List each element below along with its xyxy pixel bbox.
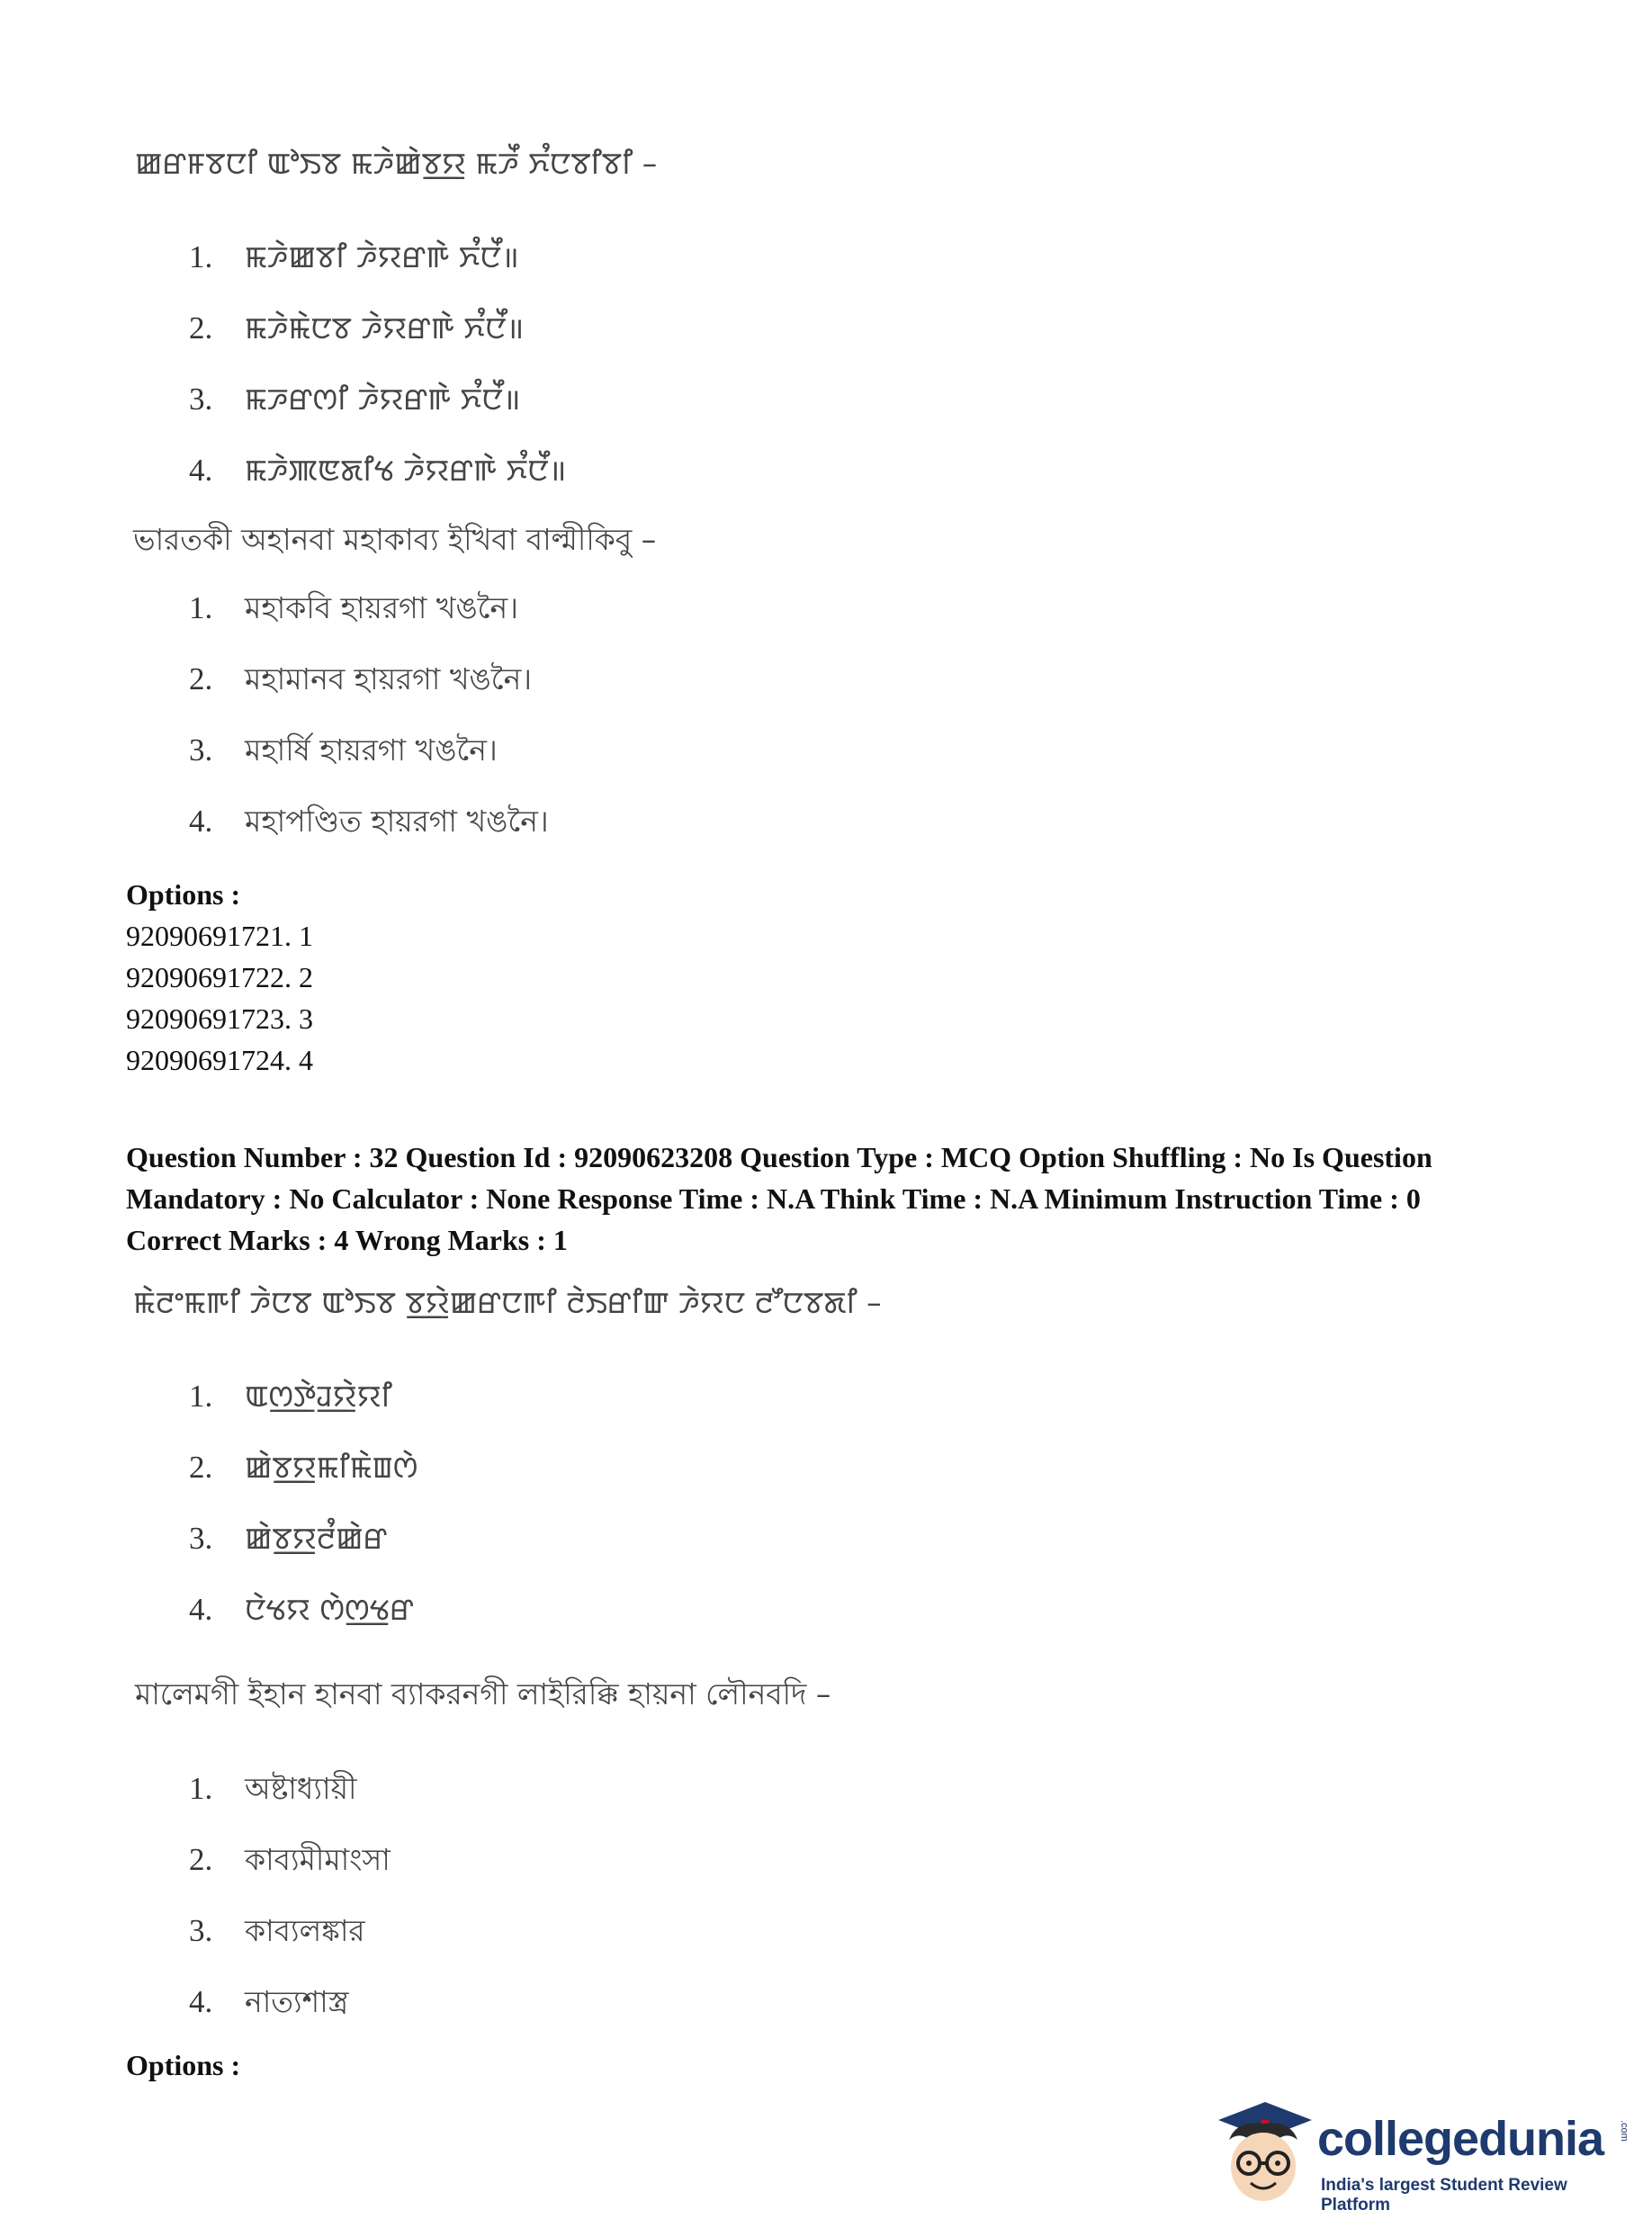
option-text: মহামানব হায়রগা খঙনৈ। — [245, 661, 533, 696]
option-text: কাব্যমীমাংসা — [245, 1842, 391, 1877]
q32-bengali-option-4 — [189, 1979, 348, 2029]
answer-option-4: 92090691724. 4 — [126, 1044, 313, 1076]
answer-option-2: 92090691722. 2 — [126, 961, 313, 993]
question-meta-line-2: Mandatory : No Calculator : None Response Time : N.A Think Time : N.A Minimum Instruction Time : 0 — [126, 1182, 1421, 1215]
logo-domain-suffix: .com — [1619, 2120, 1630, 2142]
options-heading: Options : — [126, 878, 241, 911]
q31-manipuri-option-3 — [189, 378, 521, 419]
option-text: ꯃꯍꯥꯀꯕꯤ ꯍꯥꯌꯔꯒꯥ ꯈꯪꯅꯩ॥ — [245, 239, 519, 274]
option-number: 3. — [189, 732, 213, 768]
q32-manipuri-option-3 — [189, 1517, 388, 1559]
mascot-icon — [1209, 2093, 1317, 2210]
q31-manipuri-option-2 — [189, 307, 524, 348]
q31-bengali-option-3 — [189, 727, 498, 777]
option-number: 2. — [189, 661, 213, 696]
option-text: ꯃꯍꯥꯃꯥꯅꯕ ꯍꯥꯌꯔꯒꯥ ꯈꯪꯅꯩ॥ — [245, 310, 525, 346]
options-heading: Options : — [126, 2049, 241, 2081]
option-number: 4. — [189, 1984, 213, 2019]
question-meta-line-3: Correct Marks : 4 Wrong Marks : 1 — [126, 1224, 568, 1256]
q32-manipuri-question: ꯃꯥꯂꯦꯃꯒꯤ ꯍꯥꯅꯕ ꯑꯣꯏꯕ ꯕ꯭ꯌꯥꯀꯔꯅꯒꯤ ꯂꯥꯏꯔꯤꯛ ꯍꯥꯌꯅ ꯂꯧꯅꯕꯗꯤ – — [133, 1285, 882, 1320]
question-meta-line-1: Question Number : 32 Question Id : 92090623208 Question Type : MCQ Option Shuffling : No Is Question — [126, 1141, 1432, 1173]
q32-manipuri-option-1 — [189, 1375, 392, 1416]
option-text: অষ্টাধ্যায়ী — [245, 1771, 357, 1806]
option-number: 4. — [189, 1592, 213, 1627]
option-number: 4. — [189, 453, 213, 488]
option-text: মহার্ষি হায়রগা খঙনৈ। — [245, 732, 498, 768]
option-number: 1. — [189, 590, 213, 625]
q31-manipuri-option-1 — [189, 236, 519, 277]
option-text: কাব্যলঙ্কার — [245, 1913, 365, 1948]
option-text: ꯀꯥꯕ꯭ꯌꯃꯤꯃꯥꯡꯁꯥ — [245, 1450, 418, 1485]
q32-bengali-option-1 — [189, 1765, 356, 1816]
option-text: ꯅꯥꯠꯌ ꯁꯥꯁ꯭ꯠꯔ — [245, 1592, 415, 1627]
answer-option-3: 92090691723. 3 — [126, 1002, 313, 1035]
option-number: 4. — [189, 804, 213, 839]
option-number: 1. — [189, 1379, 213, 1414]
q31-manipuri-question: ꯀꯔꯝꯕꯅꯤ ꯑꯣꯏꯕ ꯃꯍꯥꯀꯥꯕ꯭ꯌ ꯃꯍꯩ ꯈꯪꯅꯕꯤꯕꯤ – — [135, 146, 658, 181]
q31-bengali-question: ভারতকী অহানবা মহাকাব্য ইখিবা বাল্মীকিবু – — [133, 522, 657, 557]
option-text: ꯃꯍꯔꯁꯤ ꯍꯥꯌꯔꯒꯥ ꯈꯪꯅꯩ॥ — [245, 382, 521, 417]
q32-bengali-option-2 — [189, 1837, 391, 1887]
option-number: 1. — [189, 239, 213, 274]
collegedunia-logo — [1209, 2093, 1632, 2215]
option-text: ꯃꯍꯥꯄꯟꯗꯤꯠ ꯍꯥꯌꯔꯒꯥ ꯈꯪꯅꯩ॥ — [245, 453, 567, 488]
option-number: 2. — [189, 310, 213, 346]
option-number: 1. — [189, 1771, 213, 1806]
option-number: 3. — [189, 1913, 213, 1948]
option-text: মহাপণ্ডিত হায়রগা খঙনৈ। — [245, 804, 549, 839]
logo-wordmark: collegedunia — [1317, 2112, 1604, 2166]
logo-tagline: India's largest Student Review Platform — [1321, 2176, 1567, 2215]
q32-manipuri-option-4 — [189, 1588, 414, 1630]
option-text: মহাকবি হায়রগা খঙনৈ। — [245, 590, 519, 625]
option-number: 3. — [189, 382, 213, 417]
option-text: ꯀꯥꯕ꯭ꯌꯂꯪꯀꯥꯔ — [245, 1521, 388, 1556]
q32-bengali-question: মালেমগী ইহান হানবা ব্যাকরনগী লাইরিক্কি হায়না লৌনবদি – — [135, 1676, 831, 1711]
q32-bengali-option-3 — [189, 1908, 365, 1958]
option-number: 2. — [189, 1450, 213, 1485]
q31-bengali-option-4 — [189, 798, 549, 849]
option-number: 3. — [189, 1521, 213, 1556]
answer-option-1: 92090691721. 1 — [126, 920, 313, 952]
option-text: নাত্যশাস্ত্র — [245, 1984, 349, 2019]
q32-manipuri-option-2 — [189, 1446, 417, 1487]
option-text: ꯑꯁ꯭ꯇꯥꯙ꯭ꯌꯥꯌꯤ — [245, 1379, 392, 1414]
q31-bengali-option-2 — [189, 656, 532, 706]
q31-bengali-option-1 — [189, 585, 518, 635]
option-number: 2. — [189, 1842, 213, 1877]
q31-manipuri-option-4 — [189, 449, 566, 490]
